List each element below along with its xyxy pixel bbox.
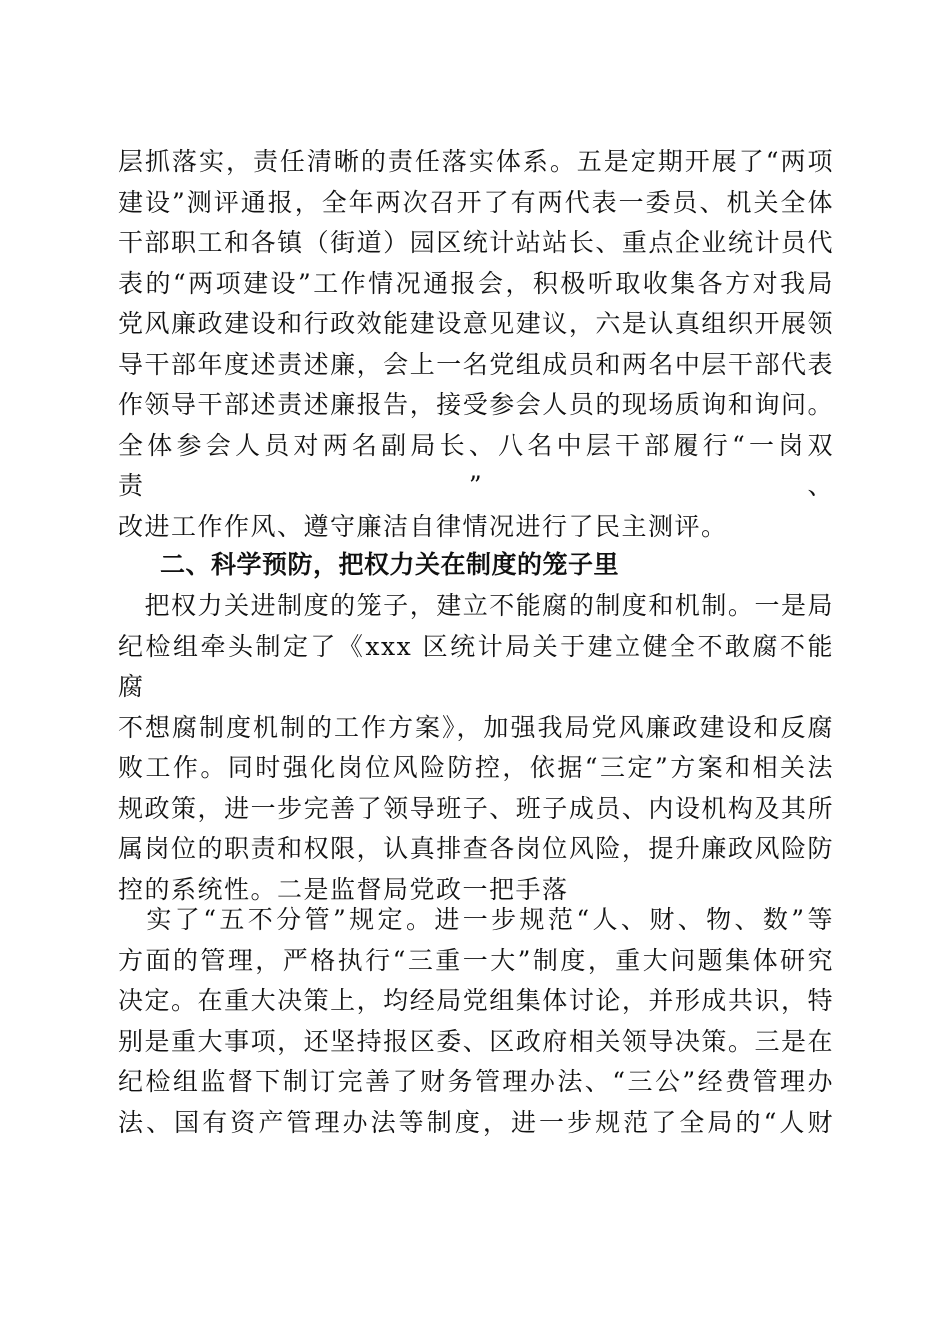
text-line: 控的系统性。二是监督局党政一把手落: [118, 874, 569, 904]
text-line: 党风廉政建设和行政效能建设意见建议，六是认真组织开展领: [118, 309, 834, 338]
text-line: 作领导干部述责述廉报告，接受参会人员的现场质询和询问。: [118, 390, 834, 419]
text-line: 纪检组监督下制订完善了财务管理办法、“三公”经费管理办: [118, 1067, 834, 1096]
text-line: 改进工作作风、遵守廉洁自律情况进行了民主测评。: [118, 511, 728, 541]
text-line: 把权力关进制度的笼子，建立不能腐的制度和机制。一是局: [118, 591, 834, 620]
text-line: 表的“两项建设”工作情况通报会，积极听取收集各方对我局: [118, 268, 834, 298]
text-line: 干部职工和各镇（街道）园区统计站站长、重点企业统计员代: [118, 228, 834, 257]
text-line: 层抓落实，责任清晰的责任落实体系。五是定期开展了“两项: [118, 147, 834, 176]
text-line: 属岗位的职责和权限，认真排查各岗位风险，提升廉政风险防: [118, 834, 834, 863]
text-line: 不想腐制度机制的工作方案》，加强我局党风廉政建设和反腐: [118, 712, 834, 742]
text-line: 全体参会人员对两名副局长、八名中层干部履行“一岗双责”、: [118, 430, 834, 500]
text-line: 决定。在重大决策上，均经局党组集体讨论，并形成共识，特: [118, 986, 834, 1015]
text-line: 建设”测评通报，全年两次召开了有两代表一委员、机关全体: [118, 187, 834, 217]
section-heading: 二、科学预防，把权力关在制度的笼子里: [160, 550, 620, 579]
text-line: 纪检组牵头制定了《xxx 区统计局关于建立健全不敢腐不能腐: [118, 631, 834, 701]
text-line: 别是重大事项，还坚持报区委、区政府相关领导决策。三是在: [118, 1026, 834, 1056]
paragraph-3: [118, 900, 834, 1143]
paragraph-1: [118, 142, 834, 547]
paragraph-2: [118, 586, 834, 910]
text-line: 方面的管理，严格执行“三重一大”制度，重大问题集体研究: [118, 945, 834, 975]
text-line: 败工作。同时强化岗位风险防控，依据“三定”方案和相关法: [118, 753, 834, 782]
text-line: 实了“五不分管”规定。进一步规范“人、财、物、数”等: [118, 905, 834, 934]
text-line: 规政策，进一步完善了领导班子、班子成员、内设机构及其所: [118, 793, 834, 823]
text-line: 导干部年度述责述廉，会上一名党组成员和两名中层干部代表: [118, 349, 834, 379]
text-line: 法、国有资产管理办法等制度，进一步规范了全局的“人财: [118, 1107, 834, 1137]
